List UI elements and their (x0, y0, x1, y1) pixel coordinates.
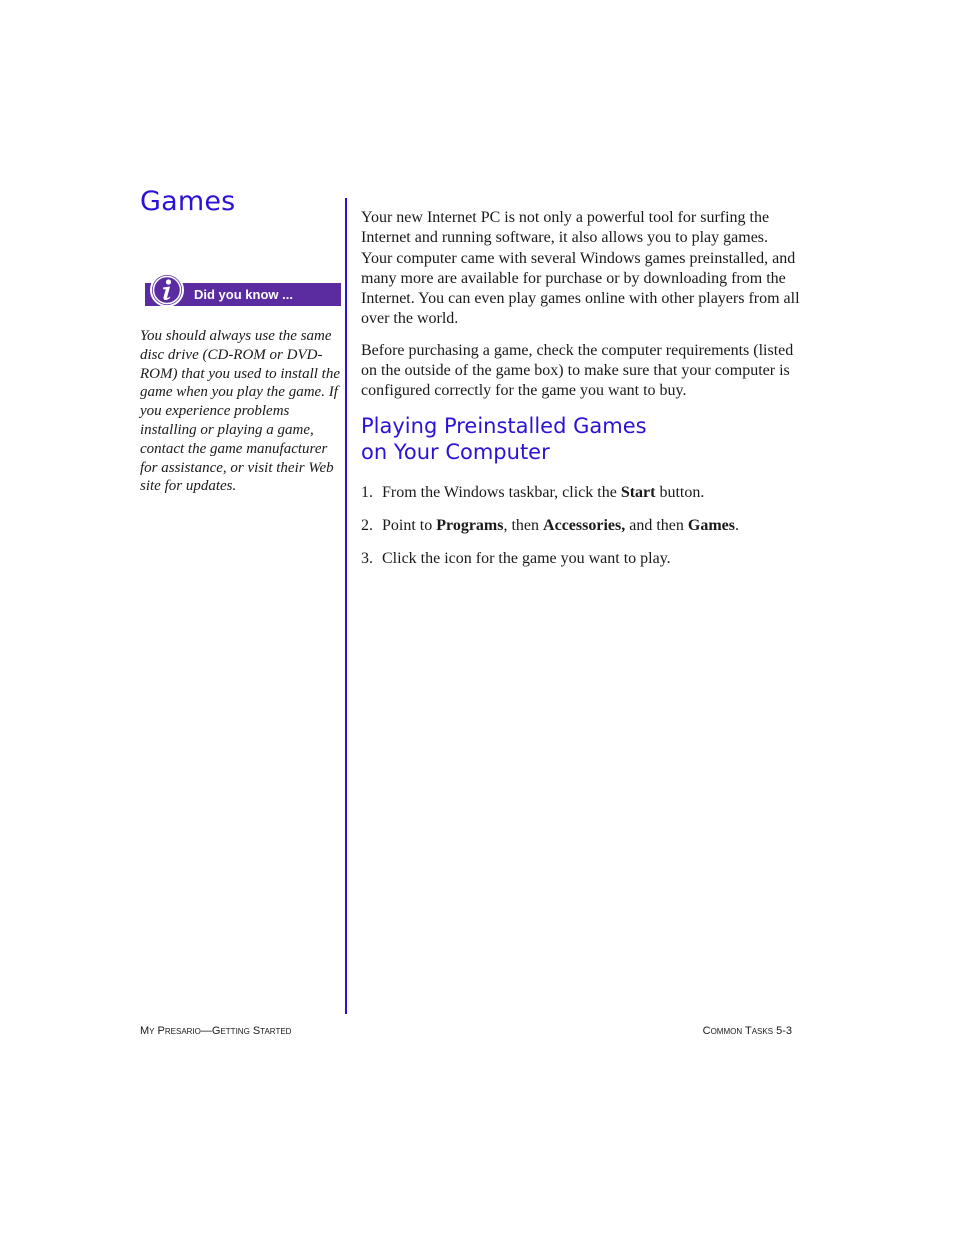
main-content (361, 208, 801, 582)
step-1 (361, 483, 801, 503)
subheading-line-1: Playing Preinstalled Games (361, 413, 647, 438)
step-number: 1. (361, 483, 373, 501)
step-text: button. (655, 483, 705, 501)
step-text: From the Windows taskbar, click the (382, 483, 621, 501)
step-2 (361, 516, 801, 536)
step-text: and then (625, 516, 688, 534)
did-you-know-label: Did you know ... (194, 287, 293, 302)
footer-book-title: My Presario—Getting Started (140, 1025, 292, 1037)
step-number: 2. (361, 516, 373, 534)
info-icon (149, 272, 185, 308)
step-number: 3. (361, 549, 373, 567)
intro-paragraph: Your new Internet PC is not only a powerful tool for surfing the Internet and running software, it also allows you to play games. Your computer came with several Windows games preinstalled, and many more are available for purchase or by downloading from the Internet. You can even play games online with other players from all over the world. (361, 209, 800, 328)
step-bold: Programs (436, 516, 504, 534)
steps-list (361, 483, 801, 569)
subheading-line-2: on Your Computer (361, 439, 550, 464)
step-text: Point to (382, 516, 437, 534)
step-bold: Start (620, 483, 656, 501)
step-text: . (734, 516, 739, 534)
step-text: Click the icon for the game you want to play. (382, 549, 671, 567)
did-you-know-note: You should always use the same disc drive (CD-ROM or DVD-ROM) that you used to install the game when you play the game. If you experience problems installing or playing a game, contact the game manufacturer for assistance, or visit their Web site for updates. (140, 328, 340, 495)
section-title: Games (140, 186, 236, 217)
did-you-know-banner (145, 272, 341, 306)
step-3 (361, 549, 801, 569)
footer-page-number: Common Tasks 5-3 (702, 1025, 792, 1037)
step-bold: Accessories, (543, 516, 626, 534)
subheading-preinstalled-games (361, 413, 801, 465)
requirements-paragraph: Before purchasing a game, check the computer requirements (listed on the outside of the game box) to make sure that your computer is configured correctly for the game you want to buy. (361, 341, 794, 400)
column-divider (345, 198, 347, 1014)
step-bold: Games (687, 516, 735, 534)
step-text: , then (503, 516, 544, 534)
